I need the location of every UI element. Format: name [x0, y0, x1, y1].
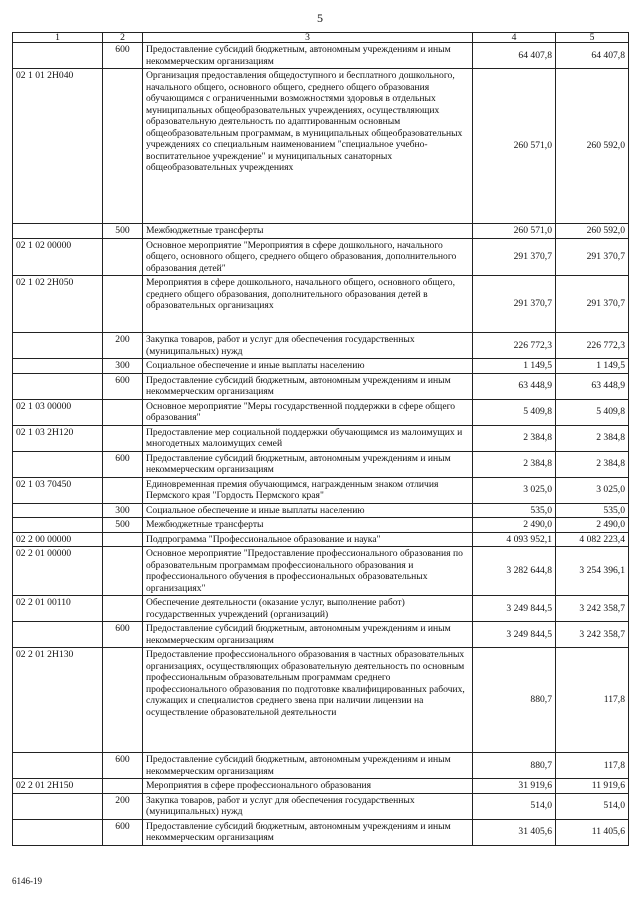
column-number: 3: [143, 33, 473, 43]
expense-type: [103, 69, 143, 224]
ksr-code: [13, 518, 103, 533]
ksr-code: [13, 373, 103, 399]
amount-col5: 3 242 358,7: [556, 596, 629, 622]
amount-col4: 226 772,3: [473, 333, 556, 359]
expense-type: 600: [103, 43, 143, 69]
expense-type: [103, 547, 143, 596]
table-row: [13, 333, 629, 359]
ksr-code: [13, 622, 103, 648]
expense-type: 300: [103, 359, 143, 374]
ksr-code: 02 2 00 00000: [13, 532, 103, 547]
ksr-code: [13, 753, 103, 779]
expense-type: [103, 648, 143, 753]
table-row: [13, 753, 629, 779]
ksr-code: [13, 819, 103, 845]
amount-col4: 64 407,8: [473, 43, 556, 69]
item-name: Предоставление субсидий бюджетным, автономным учреждениям и иным некоммерческим организациям: [143, 43, 473, 69]
amount-col5: 260 592,0: [556, 69, 629, 224]
expense-type: 600: [103, 622, 143, 648]
table-row: [13, 819, 629, 845]
table-row: [13, 648, 629, 753]
item-name: Единовременная премия обучающимся, награжденным знаком отличия Пермского края "Гордость Пермского края": [143, 477, 473, 503]
amount-col5: 514,0: [556, 793, 629, 819]
page-number: 5: [317, 11, 323, 25]
item-name: Мероприятия в сфере профессионального образования: [143, 779, 473, 794]
table-row: [13, 779, 629, 794]
amount-col4: 2 384,8: [473, 425, 556, 451]
item-name: Социальное обеспечение и иные выплаты населению: [143, 359, 473, 374]
item-name: Предоставление субсидий бюджетным, автономным учреждениям и иным некоммерческим организациям: [143, 819, 473, 845]
ksr-code: [13, 359, 103, 374]
ksr-code: 02 1 03 70450: [13, 477, 103, 503]
expense-type: [103, 596, 143, 622]
amount-col4: 3 249 844,5: [473, 622, 556, 648]
expense-type: [103, 779, 143, 794]
amount-col4: 260 571,0: [473, 224, 556, 239]
item-name: Межбюджетные трансферты: [143, 518, 473, 533]
item-name: Основное мероприятие "Мероприятия в сфере дошкольного, начального общего, основного общего, среднего общего образования, дополнительного образования детей": [143, 238, 473, 276]
expense-type: [103, 276, 143, 333]
ksr-code: [13, 224, 103, 239]
amount-col4: 535,0: [473, 503, 556, 518]
ksr-code: 02 1 02 2Н050: [13, 276, 103, 333]
expense-type: 300: [103, 503, 143, 518]
table-row: [13, 276, 629, 333]
table-row: [13, 373, 629, 399]
ksr-code: [13, 43, 103, 69]
amount-col5: 117,8: [556, 753, 629, 779]
column-number: 1: [13, 33, 103, 43]
column-number: 2: [103, 33, 143, 43]
amount-col4: 3 025,0: [473, 477, 556, 503]
expense-type: 600: [103, 373, 143, 399]
item-name: Основное мероприятие "Меры государственной поддержки в сфере общего образования": [143, 399, 473, 425]
table-row: [13, 425, 629, 451]
ksr-code: 02 2 01 00000: [13, 547, 103, 596]
amount-col5: 64 407,8: [556, 43, 629, 69]
ksr-code: [13, 333, 103, 359]
amount-col5: 260 592,0: [556, 224, 629, 239]
ksr-code: 02 1 03 2Н120: [13, 425, 103, 451]
table-row: [13, 224, 629, 239]
table-row: [13, 238, 629, 276]
item-name: Обеспечение деятельности (оказание услуг, выполнение работ) государственных учреждений (организаций): [143, 596, 473, 622]
amount-col4: 2 384,8: [473, 451, 556, 477]
table-row: [13, 622, 629, 648]
amount-col5: 226 772,3: [556, 333, 629, 359]
ksr-code: [13, 451, 103, 477]
amount-col4: 31 919,6: [473, 779, 556, 794]
amount-col5: 3 025,0: [556, 477, 629, 503]
ksr-code: 02 2 01 2Н130: [13, 648, 103, 753]
amount-col4: 5 409,8: [473, 399, 556, 425]
amount-col4: 2 490,0: [473, 518, 556, 533]
item-name: Предоставление субсидий бюджетным, автономным учреждениям и иным некоммерческим организациям: [143, 451, 473, 477]
ksr-code: 02 1 03 00000: [13, 399, 103, 425]
document-code: 6146-19: [12, 876, 42, 886]
amount-col4: 291 370,7: [473, 238, 556, 276]
ksr-code: 02 1 02 00000: [13, 238, 103, 276]
expense-type: 600: [103, 819, 143, 845]
table-row: [13, 518, 629, 533]
amount-col4: 3 249 844,5: [473, 596, 556, 622]
expense-type: 500: [103, 518, 143, 533]
ksr-code: 02 1 01 2Н040: [13, 69, 103, 224]
column-number: 5: [556, 33, 629, 43]
item-name: Закупка товаров, работ и услуг для обеспечения государственных (муниципальных) нужд: [143, 333, 473, 359]
amount-col5: 2 384,8: [556, 451, 629, 477]
amount-col4: 260 571,0: [473, 69, 556, 224]
ksr-code: 02 2 01 2Н150: [13, 779, 103, 794]
budget-table-body: [13, 33, 629, 846]
item-name: Предоставление субсидий бюджетным, автономным учреждениям и иным некоммерческим организациям: [143, 622, 473, 648]
amount-col5: 2 384,8: [556, 425, 629, 451]
budget-table: [12, 32, 629, 846]
amount-col5: 1 149,5: [556, 359, 629, 374]
amount-col5: 3 242 358,7: [556, 622, 629, 648]
expense-type: [103, 399, 143, 425]
table-row: [13, 477, 629, 503]
column-number: 4: [473, 33, 556, 43]
amount-col5: 291 370,7: [556, 276, 629, 333]
amount-col5: 3 254 396,1: [556, 547, 629, 596]
amount-col4: 880,7: [473, 648, 556, 753]
amount-col4: 31 405,6: [473, 819, 556, 845]
amount-col5: 535,0: [556, 503, 629, 518]
item-name: Организация предоставления общедоступного и бесплатного дошкольного, начального общего, основного общего, среднего общего образования обучающимся с ограниченными возможностями здоровья в отдельных муниципальных общеобразовательных учреждениях, осуществляющих образовательную деятельность по адаптированным основным общеобразовательным программам, в муниципальных общеобразовательных учреждениях со специальным наименованием "специальное учебно-воспитательное учреждение" и муниципальных санаторных общеобразовательных учреждениях: [143, 69, 473, 224]
amount-col5: 63 448,9: [556, 373, 629, 399]
table-row: [13, 793, 629, 819]
table-row: [13, 69, 629, 224]
amount-col5: 5 409,8: [556, 399, 629, 425]
item-name: Мероприятия в сфере дошкольного, начального общего, основного общего, среднего общего образования, дополнительного образования детей в образовательных организациях: [143, 276, 473, 333]
amount-col5: 2 490,0: [556, 518, 629, 533]
table-row: [13, 503, 629, 518]
expense-type: [103, 477, 143, 503]
expense-type: 600: [103, 451, 143, 477]
expense-type: [103, 238, 143, 276]
item-name: Закупка товаров, работ и услуг для обеспечения государственных (муниципальных) нужд: [143, 793, 473, 819]
amount-col5: 291 370,7: [556, 238, 629, 276]
item-name: Подпрограмма "Профессиональное образование и наука": [143, 532, 473, 547]
expense-type: 200: [103, 793, 143, 819]
expense-type: [103, 532, 143, 547]
item-name: Предоставление профессионального образования в частных образовательных организациях, осуществляющих образовательную деятельность по основным профессиональным образовательным программам среднего профессионального образования по подготовке квалифицированных рабочих, служащих и специалистов среднего звена при наличии лицензии на осуществление образовательной деятельности: [143, 648, 473, 753]
amount-col5: 4 082 223,4: [556, 532, 629, 547]
expense-type: 200: [103, 333, 143, 359]
amount-col4: 291 370,7: [473, 276, 556, 333]
table-row: [13, 359, 629, 374]
amount-col4: 3 282 644,8: [473, 547, 556, 596]
ksr-code: [13, 793, 103, 819]
item-name: Предоставление субсидий бюджетным, автономным учреждениям и иным некоммерческим организациям: [143, 753, 473, 779]
amount-col4: 880,7: [473, 753, 556, 779]
table-row: [13, 532, 629, 547]
amount-col4: 4 093 952,1: [473, 532, 556, 547]
amount-col4: 63 448,9: [473, 373, 556, 399]
amount-col5: 11 405,6: [556, 819, 629, 845]
table-row: [13, 399, 629, 425]
table-row: [13, 451, 629, 477]
amount-col4: 1 149,5: [473, 359, 556, 374]
expense-type: 600: [103, 753, 143, 779]
item-name: Предоставление субсидий бюджетным, автономным учреждениям и иным некоммерческим организациям: [143, 373, 473, 399]
table-row: [13, 596, 629, 622]
table-row: [13, 43, 629, 69]
column-number-row: [13, 33, 629, 43]
expense-type: 500: [103, 224, 143, 239]
item-name: Предоставление мер социальной поддержки обучающимся из малоимущих и многодетных малоимущих семей: [143, 425, 473, 451]
table-row: [13, 547, 629, 596]
ksr-code: [13, 503, 103, 518]
amount-col5: 11 919,6: [556, 779, 629, 794]
ksr-code: 02 2 01 00110: [13, 596, 103, 622]
amount-col4: 514,0: [473, 793, 556, 819]
amount-col5: 117,8: [556, 648, 629, 753]
item-name: Основное мероприятие "Предоставление профессионального образования по образовательным программам профессионального образования и профессионального обучения в профессиональных образовательных организациях": [143, 547, 473, 596]
item-name: Социальное обеспечение и иные выплаты населению: [143, 503, 473, 518]
item-name: Межбюджетные трансферты: [143, 224, 473, 239]
expense-type: [103, 425, 143, 451]
